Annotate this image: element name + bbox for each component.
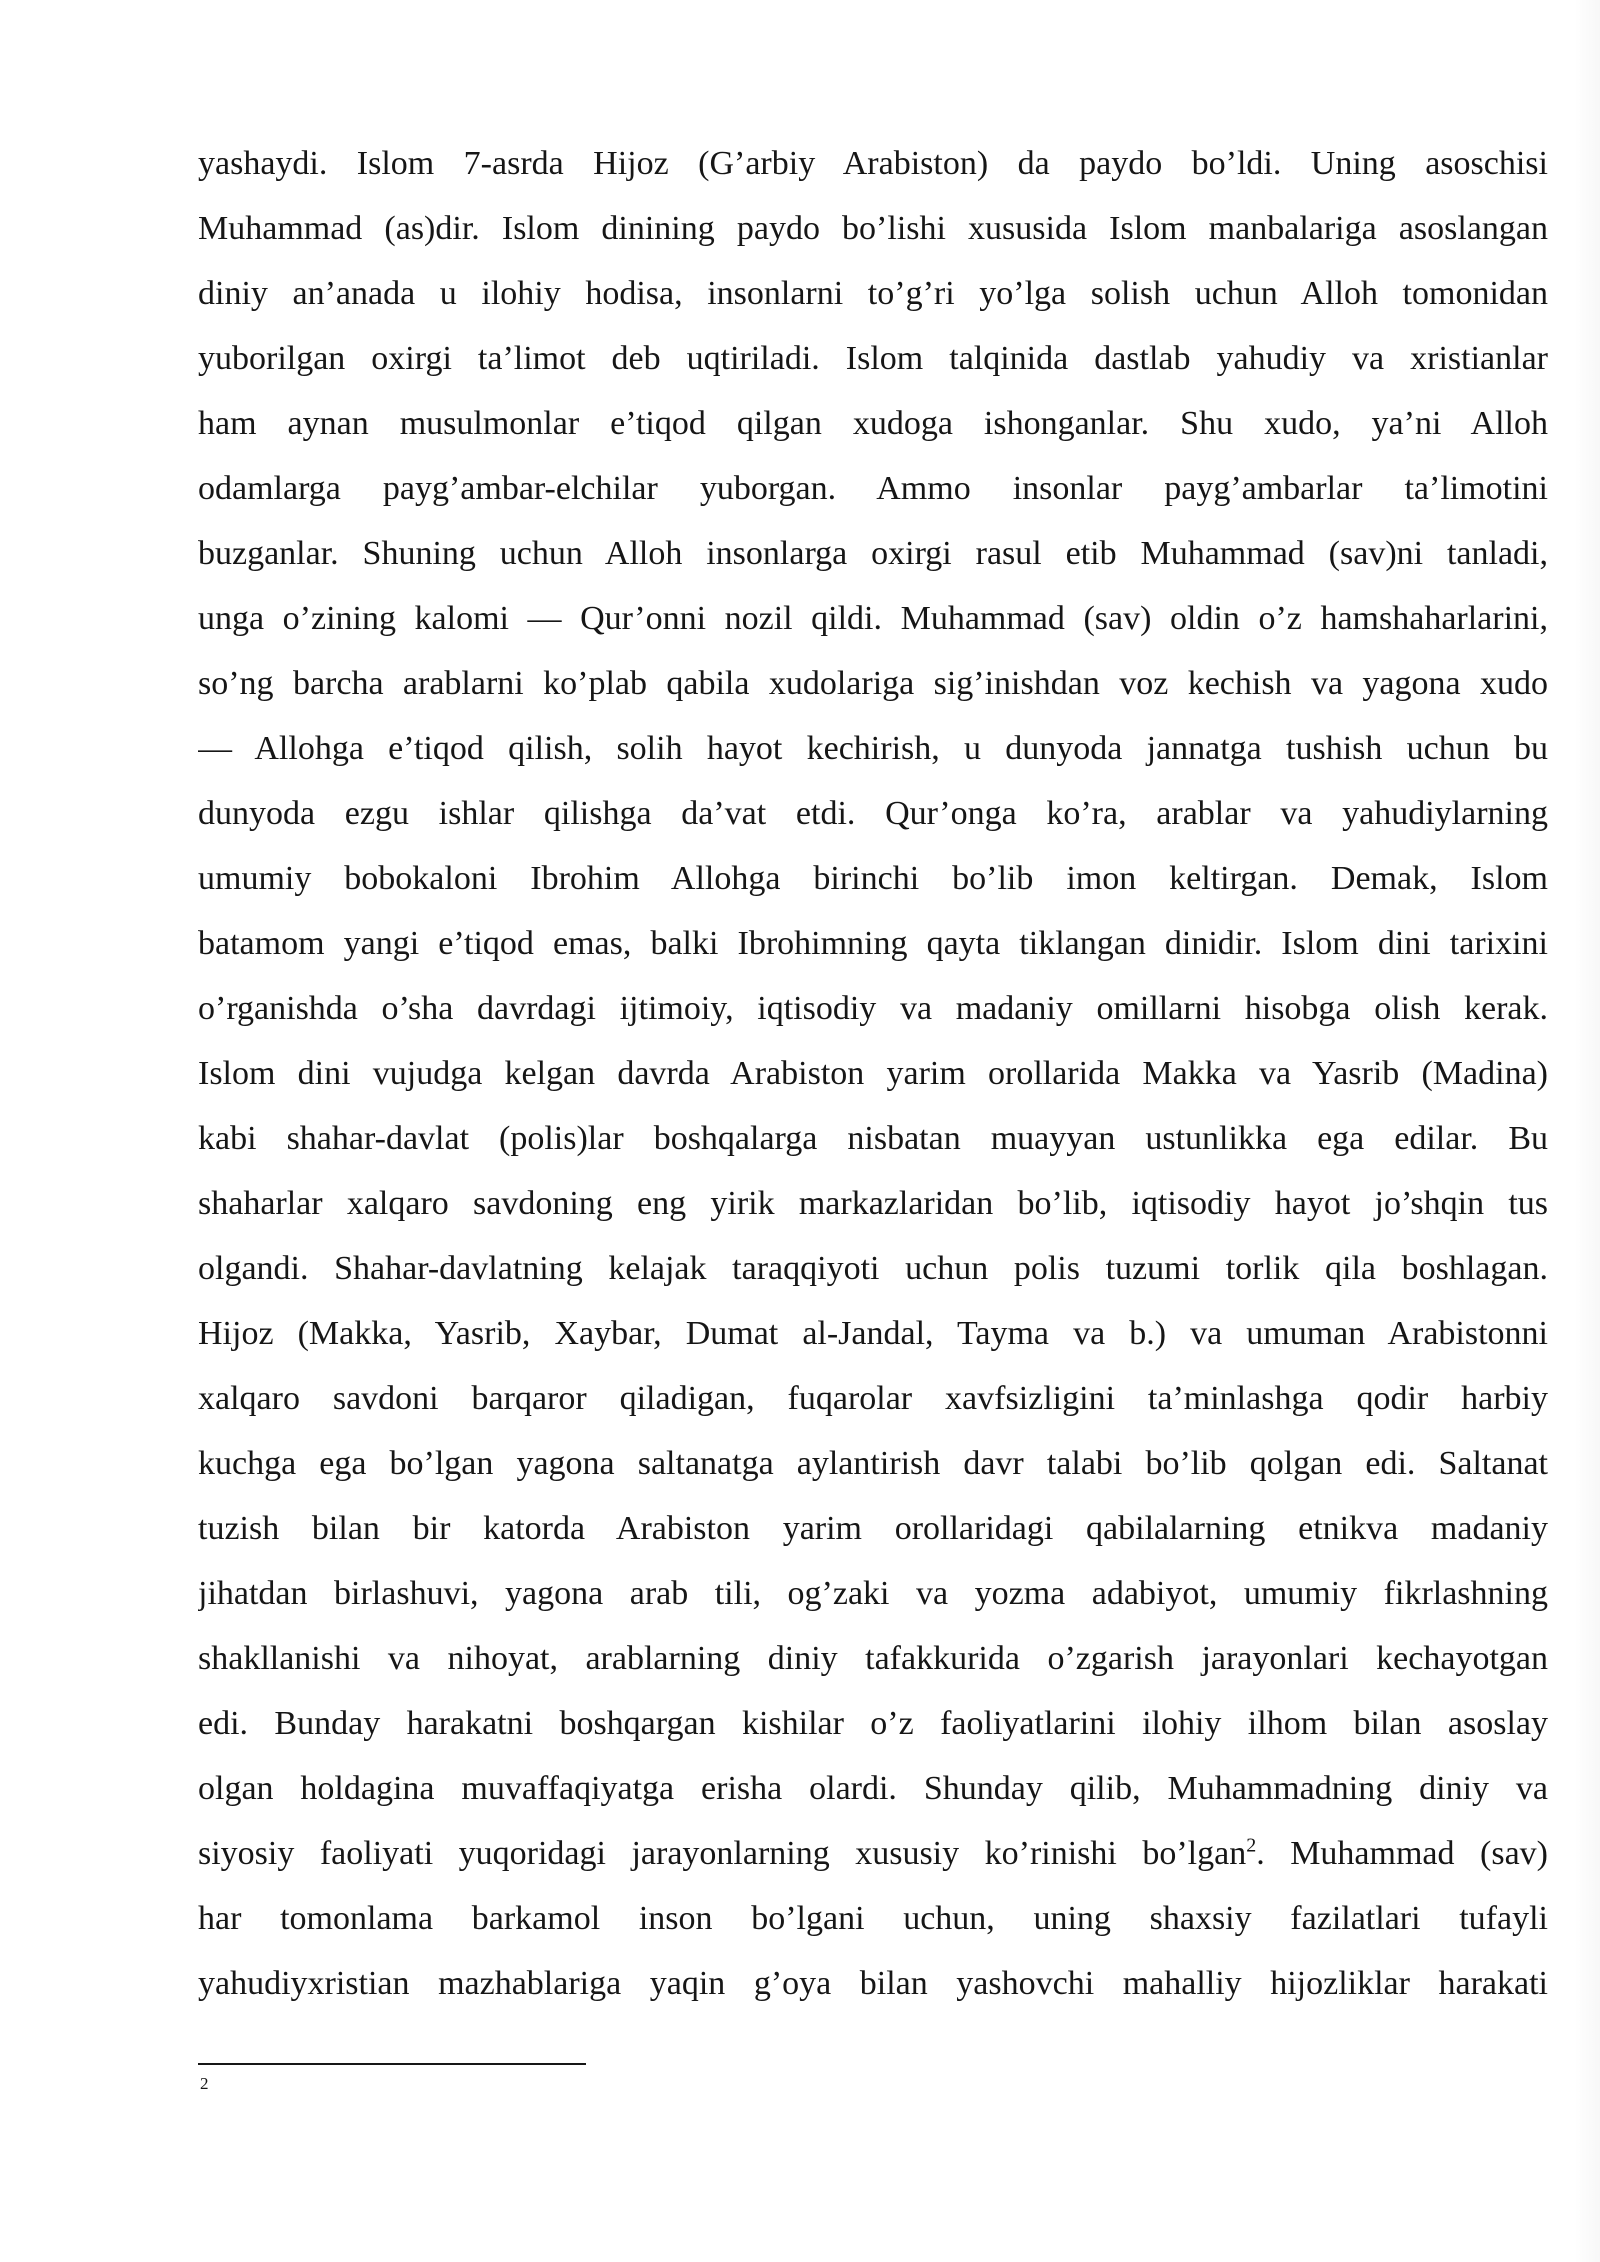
text-segment: siyosiy faoliyati yuqoridagi jarayonlarning xususiy ko’rinishi bo’lgan bbox=[198, 1835, 1247, 1872]
text-line: o’rganishda o’sha davrdagi ijtimoiy, iqtisodiy va madaniy omillarni hisobga olish kerak. bbox=[198, 990, 1548, 1027]
text-line: yahudiyxristian mazhablariga yaqin g’oya bilan yashovchi mahalliy hijozliklar harakati bbox=[198, 1965, 1548, 2002]
text-line: Muhammad (as)dir. Islom dinining paydo bo’lishi xususida Islom manbalariga asoslangan bbox=[198, 210, 1548, 247]
text-line: dunyoda ezgu ishlar qilishga da’vat etdi. Qur’onga ko’ra, arablar va yahudiylarning bbox=[198, 795, 1548, 832]
page-edge-shadow bbox=[1574, 0, 1600, 2262]
text-line: jihatdan birlashuvi, yagona arab tili, og’zaki va yozma adabiyot, umumiy fikrlashning bbox=[198, 1575, 1548, 1612]
text-line: har tomonlama barkamol inson bo’lgani uchun, uning shaxsiy fazilatlari tufayli bbox=[198, 1900, 1548, 1937]
text-line: kabi shahar-davlat (polis)lar boshqalarga nisbatan muayyan ustunlikka ega edilar. Bu bbox=[198, 1120, 1548, 1157]
text-line: yashaydi. Islom 7-asrda Hijoz (G’arbiy Arabiston) da paydo bo’ldi. Uning asoschisi bbox=[198, 145, 1548, 182]
text-line: — Allohga e’tiqod qilish, solih hayot kechirish, u dunyoda jannatga tushish uchun bu bbox=[198, 730, 1548, 767]
text-line: kuchga ega bo’lgan yagona saltanatga aylantirish davr talabi bo’lib qolgan edi. Saltanat bbox=[198, 1445, 1548, 1482]
footnote-reference: 2 bbox=[1246, 1834, 1257, 1857]
text-line: unga o’zining kalomi — Qur’onni nozil qildi. Muhammad (sav) oldin o’z hamshaharlarini, bbox=[198, 600, 1548, 637]
text-line: olgan holdagina muvaffaqiyatga erisha olardi. Shunday qilib, Muhammadning diniy va bbox=[198, 1770, 1548, 1807]
text-line: olgandi. Shahar-davlatning kelajak taraqqiyoti uchun polis tuzumi torlik qila boshlagan. bbox=[198, 1250, 1548, 1287]
text-line: ham aynan musulmonlar e’tiqod qilgan xudoga ishonganlar. Shu xudo, ya’ni Alloh bbox=[198, 405, 1548, 442]
text-line: yuborilgan oxirgi ta’limot deb uqtiriladi. Islom talqinida dastlab yahudiy va xristianlar bbox=[198, 340, 1548, 377]
text-line: shaharlar xalqaro savdoning eng yirik markazlaridan bo’lib, iqtisodiy hayot jo’shqin tus bbox=[198, 1185, 1548, 1222]
text-line: shakllanishi va nihoyat, arablarning diniy tafakkurida o’zgarish jarayonlari kechayotgan bbox=[198, 1640, 1548, 1677]
text-line: batamom yangi e’tiqod emas, balki Ibrohimning qayta tiklangan dinidir. Islom dini tarixini bbox=[198, 925, 1548, 962]
footnote-separator bbox=[198, 2063, 586, 2065]
text-line: Islom dini vujudga kelgan davrda Arabiston yarim orollarida Makka va Yasrib (Madina) bbox=[198, 1055, 1548, 1092]
text-segment: . Muhammad (sav) bbox=[1256, 1835, 1548, 1872]
body-paragraph bbox=[198, 131, 1548, 2016]
text-line: tuzish bilan bir katorda Arabiston yarim orollaridagi qabilalarning etnikva madaniy bbox=[198, 1510, 1548, 1547]
text-line: diniy an’anada u ilohiy hodisa, insonlarni to’g’ri yo’lga solish uchun Alloh tomonidan bbox=[198, 275, 1548, 312]
text-line: buzganlar. Shuning uchun Alloh insonlarga oxirgi rasul etib Muhammad (sav)ni tanladi, bbox=[198, 535, 1548, 572]
text-line: umumiy bobokaloni Ibrohim Allohga birinchi bo’lib imon keltirgan. Demak, Islom bbox=[198, 860, 1548, 897]
text-line: edi. Bunday harakatni boshqargan kishilar o’z faoliyatlarini ilohiy ilhom bilan asoslay bbox=[198, 1705, 1548, 1742]
footnote-number: 2 bbox=[200, 2074, 209, 2093]
text-line-with-footnote bbox=[198, 1821, 1548, 1886]
text-line: so’ng barcha arablarni ko’plab qabila xudolariga sig’inishdan voz kechish va yagona xudo bbox=[198, 665, 1548, 702]
text-line: Hijoz (Makka, Yasrib, Xaybar, Dumat al-Jandal, Tayma va b.) va umuman Arabistonni bbox=[198, 1315, 1548, 1352]
text-line: xalqaro savdoni barqaror qiladigan, fuqarolar xavfsizligini ta’minlashga qodir harbiy bbox=[198, 1380, 1548, 1417]
text-line: odamlarga payg’ambar-elchilar yuborgan. Ammo insonlar payg’ambarlar ta’limotini bbox=[198, 470, 1548, 507]
